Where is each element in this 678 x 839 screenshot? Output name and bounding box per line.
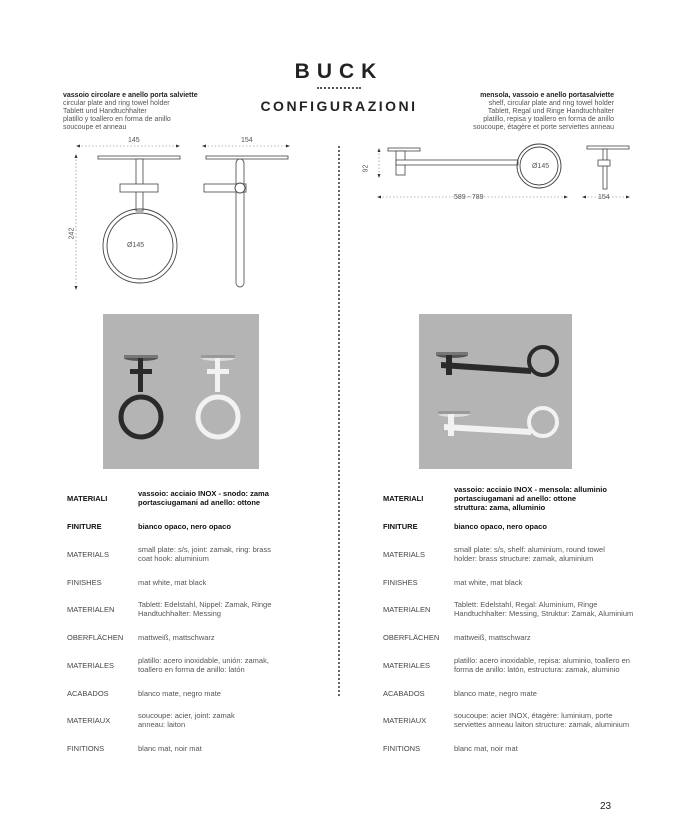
- left-technical-drawing: [60, 130, 300, 310]
- spec-value: [138, 489, 269, 507]
- spec-value: [454, 633, 531, 642]
- spec-value: [454, 744, 518, 753]
- spec-value-line: platillo: acero inoxidable, unión: zamak,: [138, 656, 269, 665]
- caption-line: circular plate and ring towel holder: [63, 100, 170, 107]
- caption-line: shelf, circular plate and ring towel holder: [488, 100, 614, 107]
- spec-value-line: holder: brass structure: zamak, aluminium: [454, 554, 594, 563]
- spec-label: ACABADOS: [383, 689, 425, 698]
- spec-label: OBERFLÄCHEN: [67, 633, 124, 642]
- photo-illustration: [419, 314, 572, 469]
- spec-label: MATERIAUX: [383, 716, 427, 725]
- dim-height: 92: [362, 164, 370, 173]
- spec-value: [454, 711, 629, 729]
- caption-line: vassoio circolare e anello porta salviette: [63, 92, 198, 99]
- dim-depth: 154: [598, 194, 610, 201]
- spec-value: [454, 522, 547, 531]
- spec-label: FINISHES: [67, 578, 102, 587]
- caption-line: mensola, vassoio e anello portasalviette: [480, 92, 614, 99]
- spec-value-line: vassoio: acciaio INOX - snodo: zama: [138, 489, 269, 498]
- spec-value-line: struttura: zama, alluminio: [454, 503, 546, 512]
- spec-value: [454, 689, 537, 698]
- spec-label: MATERIALEN: [383, 605, 431, 614]
- spec-value-line: mattweiß, mattschwarz: [138, 633, 215, 642]
- spec-label: FINITIONS: [67, 744, 105, 753]
- caption-line: soucoupe et anneau: [63, 124, 127, 131]
- spec-value-line: Tablett: Edelstahl, Nippel: Zamak, Ringe: [138, 600, 272, 609]
- spec-label: ACABADOS: [67, 689, 109, 698]
- spec-value: [454, 578, 522, 587]
- spec-value-line: bianco opaco, nero opaco: [454, 522, 547, 531]
- column-divider: [338, 146, 340, 696]
- caption-line: Tablett und Handtuchhalter: [63, 108, 147, 115]
- caption-line: platillo, repisa y toallero en forma de anillo: [483, 116, 614, 123]
- spec-value: [454, 600, 633, 618]
- spec-value: [138, 656, 269, 674]
- spec-value-line: toallero en forma de anillo: latón: [138, 665, 245, 674]
- spec-value: [138, 600, 271, 618]
- spec-value-line: forma de anillo: latón, estructura: zamak, aluminio: [454, 665, 620, 674]
- page-number: 23: [600, 801, 612, 812]
- dim-height: 242: [68, 227, 76, 240]
- caption-line: soucoupe, étagère et porte serviettes anneau: [473, 124, 614, 131]
- spec-label: MATERIAUX: [67, 716, 111, 725]
- spec-value-line: Tablett: Edelstahl, Regal: Aluminium, Ringe: [454, 600, 598, 609]
- spec-value: [454, 656, 630, 674]
- spec-value-line: mattweiß, mattschwarz: [454, 633, 531, 642]
- spec-value-line: soucoupe: acier, joint: zamak: [138, 711, 235, 720]
- spec-value: [138, 711, 235, 729]
- title-divider: [317, 87, 361, 89]
- spec-value: [454, 485, 607, 512]
- spec-value-line: blanco mate, negro mate: [454, 689, 537, 698]
- spec-value-line: platillo: acero inoxidable, repisa: aluminio, toallero en: [454, 656, 630, 665]
- spec-label: MATERIALI: [67, 494, 108, 503]
- spec-value-line: blanc mat, noir mat: [138, 744, 202, 753]
- spec-value: [454, 545, 605, 563]
- page-title: BUCK: [294, 60, 384, 83]
- spec-value-line: soucoupe: acier INOX, étagère: luminium, porte: [454, 711, 613, 720]
- caption-line: platillo y toallero en forma de anillo: [63, 116, 171, 123]
- dim-length: 589 - 789: [454, 194, 484, 201]
- spec-label: FINITIONS: [383, 744, 421, 753]
- spec-value-line: serviettes anneau laiton structure: zamak, aluminium: [454, 720, 630, 729]
- spec-label: MATERIALS: [383, 550, 425, 559]
- page-subtitle: CONFIGURAZIONI: [260, 98, 418, 114]
- dim-depth: 154: [241, 137, 253, 144]
- spec-label: MATERIALES: [383, 661, 430, 670]
- spec-value-line: coat hook: aluminium: [138, 554, 209, 563]
- spec-value-line: vassoio: acciaio INOX - mensola: alluminio: [454, 485, 607, 494]
- dim-ring-diameter: Ø145: [532, 163, 550, 170]
- dim-width: 145: [128, 137, 140, 144]
- spec-value: [138, 545, 271, 563]
- spec-value: [138, 633, 215, 642]
- spec-value-line: Handtuchhalter: Messing: [138, 609, 221, 618]
- spec-value-line: anneau: laiton: [138, 720, 186, 729]
- spec-value-line: small plate: s/s, joint: zamak, ring: brass: [138, 545, 271, 554]
- right-config-caption: [400, 92, 614, 132]
- spec-label: MATERIALS: [67, 550, 109, 559]
- spec-value: [138, 744, 202, 753]
- dim-ring-diameter: Ø145: [127, 242, 145, 249]
- spec-value-line: portasciugamani ad anello: ottone: [138, 498, 261, 507]
- spec-value-line: mat white, mat black: [138, 578, 207, 587]
- spec-label: FINITURE: [67, 522, 102, 531]
- spec-value-line: small plate: s/s, shelf: aluminium, round towel: [454, 545, 605, 554]
- caption-line: Tablett, Regal und Ringe Handtuchhalter: [487, 108, 614, 115]
- left-config-caption: [63, 92, 273, 132]
- spec-label: OBERFLÄCHEN: [383, 633, 440, 642]
- photo-illustration: [103, 314, 259, 469]
- spec-label: FINISHES: [383, 578, 418, 587]
- spec-label: MATERIALEN: [67, 605, 115, 614]
- spec-value-line: portasciugamani ad anello: ottone: [454, 494, 577, 503]
- right-technical-drawing: [366, 136, 636, 216]
- spec-value: [138, 522, 231, 531]
- right-product-photo: [419, 314, 572, 469]
- spec-value-line: blanc mat, noir mat: [454, 744, 518, 753]
- spec-value-line: mat white, mat black: [454, 578, 523, 587]
- spec-value: [138, 578, 206, 587]
- spec-label: FINITURE: [383, 522, 418, 531]
- spec-value-line: Handtuchhalter: Messing, Struktur: Zamak, Aluminium: [454, 609, 634, 618]
- spec-label: MATERIALI: [383, 494, 424, 503]
- spec-value-line: bianco opaco, nero opaco: [138, 522, 231, 531]
- spec-value-line: blanco mate, negro mate: [138, 689, 221, 698]
- spec-label: MATERIALES: [67, 661, 114, 670]
- spec-value: [138, 689, 221, 698]
- left-product-photo: [103, 314, 259, 469]
